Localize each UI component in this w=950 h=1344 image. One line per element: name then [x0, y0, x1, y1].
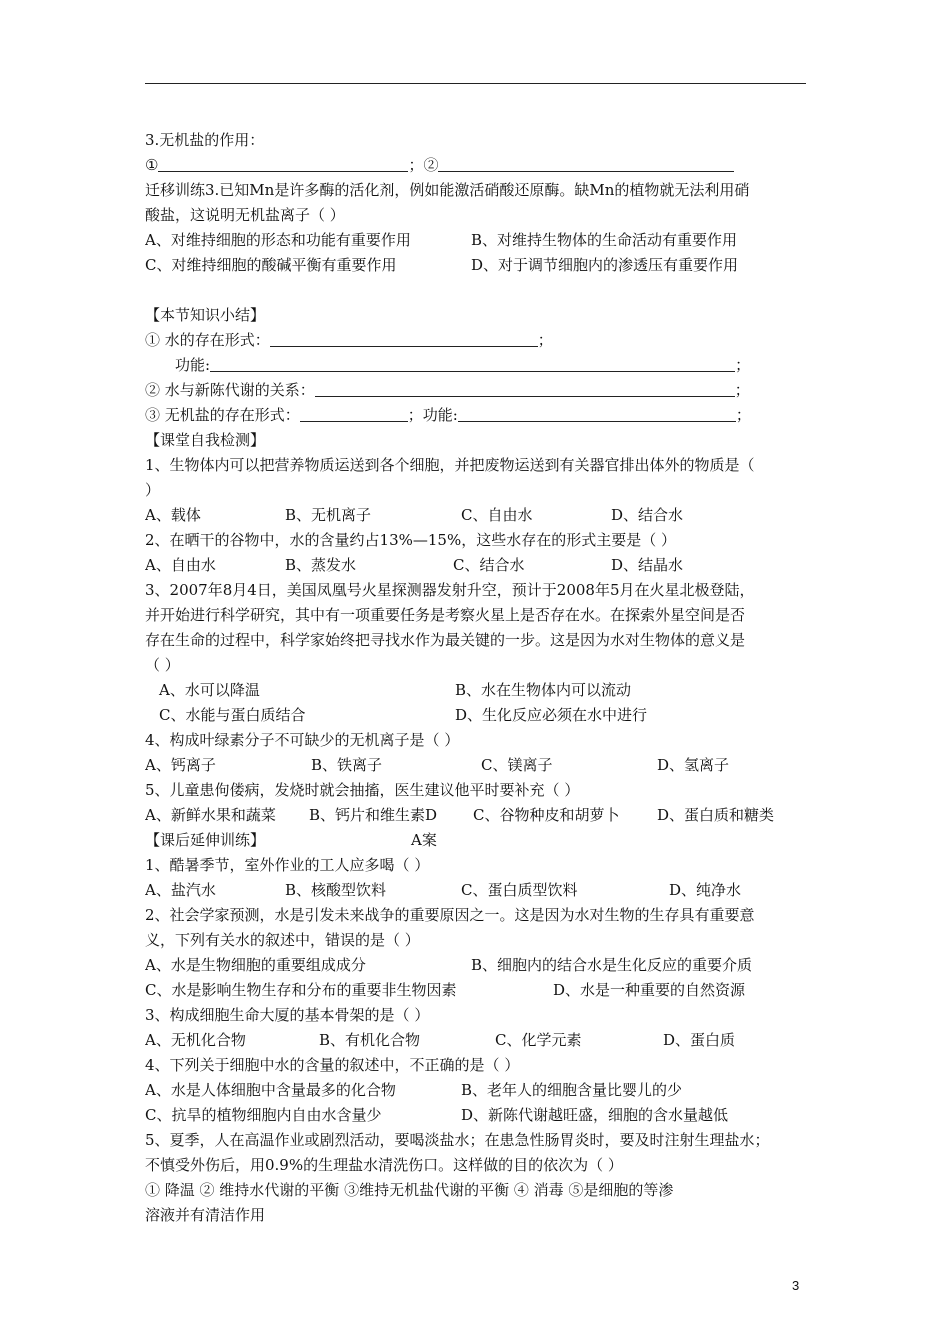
check-q1-line-1: 1、生物体内可以把营养物质运送到各个细胞，并把废物运送到有关器官排出体外的物质是（ — [145, 456, 755, 474]
after-q5-line-1: 5、夏季，人在高温作业或剧烈活动，要喝淡盐水；在患急性肠胃炎时，要及时注射生理盐水； — [145, 1131, 770, 1149]
after-q4-options-row-2 — [145, 1103, 813, 1128]
option-b: B、对维持生物体的生命活动有重要作用 — [471, 231, 738, 249]
option-d: D、新陈代谢越旺盛，细胞的含水量越低 — [461, 1106, 729, 1124]
option-b: B、细胞内的结合水是生化反应的重要介质 — [471, 956, 753, 974]
option-a: A、自由水 — [145, 556, 216, 574]
after-q5-line-3: ① 降温 ② 维持水代谢的平衡 ③维持无机盐代谢的平衡 ④ 消毒 ⑤是细胞的等渗 — [145, 1181, 674, 1199]
summary-mid-4: ；功能: — [407, 406, 458, 424]
blank-marker-1: ① — [145, 156, 159, 174]
after-q2-line-2: 义，下列有关水的叙述中，错误的是（ ） — [145, 931, 420, 949]
option-c: C、镁离子 — [481, 756, 553, 774]
option-a: A、对维持细胞的形态和功能有重要作用 — [145, 231, 411, 249]
option-b: B、蒸发水 — [285, 556, 357, 574]
summary-line-3 — [145, 378, 813, 403]
option-a: A、钙离子 — [145, 756, 216, 774]
header-rule — [145, 83, 806, 84]
option-d: D、对于调节细胞内的渗透压有重要作用 — [471, 256, 739, 274]
check-heading: 【课堂自我检测】 — [145, 431, 266, 449]
transfer-question-line-2: 酸盐，这说明无机盐离子（ ） — [145, 206, 345, 224]
option-c: C、对维持细胞的酸碱平衡有重要作用 — [145, 256, 397, 274]
option-c: C、抗旱的植物细胞内自由水含量少 — [145, 1106, 382, 1124]
option-a: A、无机化合物 — [145, 1031, 246, 1049]
check-q2: 2、在晒干的谷物中，水的含量约占13%—15%，这些水存在的形式主要是（ ） — [145, 531, 676, 549]
summary-line-2 — [145, 353, 813, 378]
version-tag: A案 — [411, 831, 437, 849]
option-d: D、结合水 — [611, 506, 684, 524]
check-q3-line-2: 并开始进行科学研究，其中有一项重要任务是考察火星上是否存在水。在探索外星空间是否 — [145, 606, 746, 624]
summary-line-1 — [145, 328, 813, 353]
check-q3-line-1: 3、2007年8月4日，美国凤凰号火星探测器发射升空，预计于2008年5月在火星北极登陆， — [145, 581, 755, 599]
option-d: D、纯净水 — [669, 881, 742, 899]
check-q1-line-2: ） — [145, 481, 161, 499]
after-q5-line-2: 不慎受外伤后，用0.9%的生理盐水清洗伤口。这样做的目的依次为（ ） — [145, 1156, 623, 1174]
blank-2[interactable] — [438, 156, 734, 172]
check-q3-line-3: 存在生命的过程中，科学家始终把寻找水作为最关键的一步。这是因为水对生物体的意义是 — [145, 631, 746, 649]
after-q2-line-1: 2、社会学家预测，水是引发未来战争的重要原因之一。这是因为水对生物的生存具有重要意 — [145, 906, 755, 924]
option-a: A、新鲜水果和蔬菜 — [145, 806, 276, 824]
transfer-options-row-2 — [145, 253, 813, 278]
option-a: A、载体 — [145, 506, 201, 524]
summary-line-4 — [145, 403, 813, 428]
check-q2-options — [145, 553, 813, 578]
option-a: A、水是生物细胞的重要组成成分 — [145, 956, 366, 974]
check-q3-line-4: （ ） — [145, 656, 180, 674]
option-d: D、水是一种重要的自然资源 — [553, 981, 746, 999]
option-c: C、自由水 — [461, 506, 533, 524]
option-a: A、盐汽水 — [145, 881, 216, 899]
option-c: C、蛋白质型饮料 — [461, 881, 578, 899]
option-a: A、水是人体细胞中含量最多的化合物 — [145, 1081, 396, 1099]
section-3-blanks — [145, 153, 813, 178]
transfer-question-line-1: 迁移训练3.已知Mn是许多酶的活化剂，例如能激活硝酸还原酶。缺Mn的植物就无法利用硝 — [145, 181, 750, 199]
summary-label-2: 功能: — [175, 356, 211, 374]
summary-blank-1[interactable] — [270, 331, 538, 347]
after-q1-options — [145, 878, 813, 903]
option-d: D、生化反应必须在水中进行 — [455, 706, 648, 724]
option-c: C、水是影响生物生存和分布的重要非生物因素 — [145, 981, 457, 999]
option-b: B、水在生物体内可以流动 — [455, 681, 632, 699]
blank-marker-2: ② — [423, 156, 439, 174]
after-q4-options-row-1 — [145, 1078, 813, 1103]
check-q3-options-row-2 — [145, 703, 813, 728]
after-q2-options-row-2 — [145, 978, 813, 1003]
after-q2-options-row-1 — [145, 953, 813, 978]
after-q3-options — [145, 1028, 813, 1053]
summary-end-2: ； — [735, 356, 751, 374]
option-d: D、蛋白质和糖类 — [657, 806, 775, 824]
option-d: D、氢离子 — [657, 756, 730, 774]
transfer-options-row-1 — [145, 228, 813, 253]
check-q4: 4、构成叶绿素分子不可缺少的无机离子是（ ） — [145, 731, 460, 749]
summary-label-1: ① 水的存在形式： — [145, 331, 270, 349]
option-b: B、有机化合物 — [319, 1031, 421, 1049]
option-c: C、结合水 — [453, 556, 525, 574]
after-q3: 3、构成细胞生命大厦的基本骨架的是（ ） — [145, 1006, 430, 1024]
option-c: C、水能与蛋白质结合 — [159, 706, 306, 724]
summary-label-3: ② 水与新陈代谢的关系： — [145, 381, 315, 399]
option-b: B、无机离子 — [285, 506, 372, 524]
summary-label-4: ③ 无机盐的存在形式： — [145, 406, 300, 424]
check-q3-options-row-1 — [145, 678, 813, 703]
after-heading: 【课后延伸训练】 — [145, 831, 266, 849]
summary-blank-4[interactable] — [300, 406, 408, 422]
summary-blank-2[interactable] — [210, 356, 735, 372]
after-heading-row — [145, 828, 813, 853]
option-c: C、谷物种皮和胡萝卜 — [473, 806, 620, 824]
page-number: 3 — [792, 1278, 800, 1293]
check-q5: 5、儿童患佝偻病，发烧时就会抽搐，医生建议他平时要补充（ ） — [145, 781, 580, 799]
check-q1-options — [145, 503, 813, 528]
summary-heading: 【本节知识小结】 — [145, 306, 266, 324]
after-q1: 1、酷暑季节，室外作业的工人应多喝（ ） — [145, 856, 430, 874]
option-b: B、老年人的细胞含量比婴儿的少 — [461, 1081, 683, 1099]
blank-separator: ； — [408, 156, 424, 174]
worksheet-body — [145, 128, 813, 1228]
option-d: D、蛋白质 — [663, 1031, 736, 1049]
check-q5-options — [145, 803, 813, 828]
option-a: A、水可以降温 — [159, 681, 260, 699]
after-q4: 4、下列关于细胞中水的含量的叙述中，不正确的是（ ） — [145, 1056, 520, 1074]
option-d: D、结晶水 — [611, 556, 684, 574]
summary-end-4: ； — [735, 406, 751, 424]
option-b: B、钙片和维生素D — [309, 806, 438, 824]
after-q5-line-4: 溶液并有清洁作用 — [145, 1206, 266, 1224]
summary-end-1: ； — [537, 331, 553, 349]
check-q4-options — [145, 753, 813, 778]
summary-blank-5[interactable] — [458, 406, 736, 422]
section-3-title: 3.无机盐的作用： — [145, 131, 265, 149]
summary-end-3: ； — [734, 381, 750, 399]
option-c: C、化学元素 — [495, 1031, 582, 1049]
option-b: B、核酸型饮料 — [285, 881, 387, 899]
spacer — [145, 278, 813, 303]
summary-blank-3[interactable] — [315, 381, 735, 397]
blank-1[interactable] — [158, 156, 408, 172]
option-b: B、铁离子 — [311, 756, 383, 774]
